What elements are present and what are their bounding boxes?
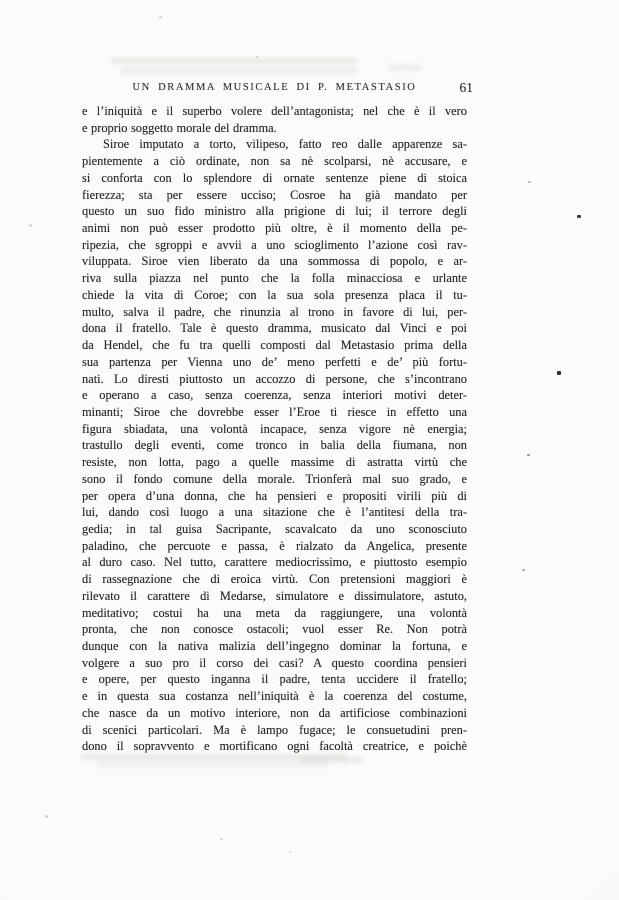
text-line: rilevato il carattere di Medarse, simulatore e dissimulatore, astuto,	[82, 588, 467, 603]
bleedthrough-ghost-line	[300, 757, 364, 763]
text-line: di scenici particolari. Ma è lampo fugace; le consuetudini pren-	[82, 722, 467, 737]
scan-speck	[45, 815, 48, 818]
text-line: nati. Lo diresti piuttosto un accozzo di persone, che s’incontrano	[82, 371, 467, 386]
text-line: paladino, che percuote e passa, è rialzato da Angelica, presente	[82, 538, 467, 553]
text-line: e l’iniquità e il superbo volere dell’antagonista; nel che è il vero	[82, 104, 467, 118]
bleedthrough-ghost-line	[96, 762, 328, 767]
scan-speck	[522, 569, 525, 571]
page-header	[82, 80, 473, 98]
text-line: dono il sopravvento e mortificano ogni facoltà creatrice, e poichè	[82, 739, 467, 754]
scan-speck	[256, 56, 258, 58]
text-line: che nasce da un motivo interiore, non da artificiose combinazioni	[82, 705, 467, 720]
scan-speck	[289, 851, 291, 853]
text-line: ripezia, che sgroppi e avvii a uno scioglimento l’azione così rav-	[82, 237, 467, 252]
text-line: pientemente a ciò ordinate, non sa nè scolparsi, nè accusare, e	[82, 154, 467, 169]
scan-speck	[527, 454, 530, 456]
text-line: questo un suo fido ministro alla prigione di lui; il terrore degli	[82, 204, 467, 219]
text-line: dona il fratello. Tale è questo dramma, musicato dal Vinci e poi	[82, 321, 467, 336]
text-line: resiste, non lotta, pago a quelle massime di astratta virtù che	[82, 455, 467, 470]
text-line: e opere, per questo inganna il padre, tenta uccidere il fratello;	[82, 672, 467, 687]
text-line: e operano a caso, senza coerenza, senza interiori motivi deter-	[82, 388, 467, 403]
text-line: volgere a suo pro il corso dei casi? A questo coordina pensieri	[82, 655, 467, 670]
text-line: fierezza; sta per essere ucciso; Cosroe ha già mandato per	[82, 187, 467, 202]
bleedthrough-ghost-line	[120, 68, 358, 74]
text-line: e proprio soggetto morale del dramma.	[82, 120, 277, 135]
scan-speck	[528, 181, 531, 183]
bleedthrough-ghost-line	[110, 58, 358, 64]
text-line: figura sbiadata, una volontà incapace, senza vigore nè energia;	[82, 421, 467, 436]
text-line: pronta, che non conosce ostacoli; vuol esser Re. Non potrà	[82, 622, 467, 637]
text-line: gedia; in tal guisa Sacripante, scavalcato da uno sconosciuto	[82, 521, 467, 536]
text-line: per opera d’una donna, che ha pensieri e propositi virili più di	[82, 488, 467, 503]
text-line: lui, dando così luogo a una sitazione che è l’antitesi della tra-	[82, 505, 467, 520]
text-line: di rassegnazione che di eroica virtù. Con pretensioni maggiori è	[82, 572, 467, 587]
text-line: animi non può esser prodotto più oltre, è il momento della pe-	[82, 221, 467, 236]
scan-speck	[557, 371, 561, 375]
text-line: al duro caso. Nel tutto, carattere mediocrissimo, e piuttosto esempio	[82, 555, 467, 570]
text-line: meditativo; costui ha una meta da raggiungere, una volontà	[82, 605, 467, 620]
text-line: chiede la vita di Coroe; con la sua sola presenza placa il tu-	[82, 287, 467, 302]
text-line: Siroe imputato a torto, vilipeso, fatto reo dalle apparenze sa-	[103, 137, 467, 152]
text-line: multo, salva il padre, che rinunzia al trono in favore di lui, per-	[82, 304, 467, 319]
scan-speck	[220, 838, 223, 840]
text-line: da Hendel, che fu tra quelli composti dal Metastasio prima della	[82, 338, 467, 353]
scan-speck	[159, 16, 162, 18]
text-line: sono il fondo comune della morale. Trionferà mal suo grado, e	[82, 471, 467, 486]
text-line: e in questa sua costanza nell’iniquità è la coerenza del costume,	[82, 689, 467, 704]
text-line: dunque con la nativa malizia dell’ingegno dominar la fortuna, e	[82, 639, 467, 653]
text-line: riva sulla piazza nel punto che la folla minacciosa e urlante	[82, 271, 467, 286]
text-line: sua partenza per Vienna uno de’ meno perfetti e de’ più fortu-	[82, 354, 467, 369]
scan-speck	[29, 224, 32, 227]
text-line: minanti; Siroe che dovrebbe esser l’Eroe ti riesce in effetto una	[82, 404, 467, 419]
running-title: UN DRAMMA MUSICALE DI P. METASTASIO	[132, 82, 417, 93]
scan-speck	[577, 215, 581, 218]
body-text	[82, 103, 467, 755]
text-line: trastullo degli eventi, come tronco in balia della fiumana, non	[82, 438, 467, 453]
text-line: si conforta con lo splendore di ornate sentenze piene di stoica	[82, 170, 467, 185]
page-number: 61	[459, 80, 473, 95]
bleedthrough-ghost-line	[388, 64, 422, 71]
text-line: viluppata. Siroe vien liberato da una sommossa di popolo, e ar-	[82, 254, 467, 269]
